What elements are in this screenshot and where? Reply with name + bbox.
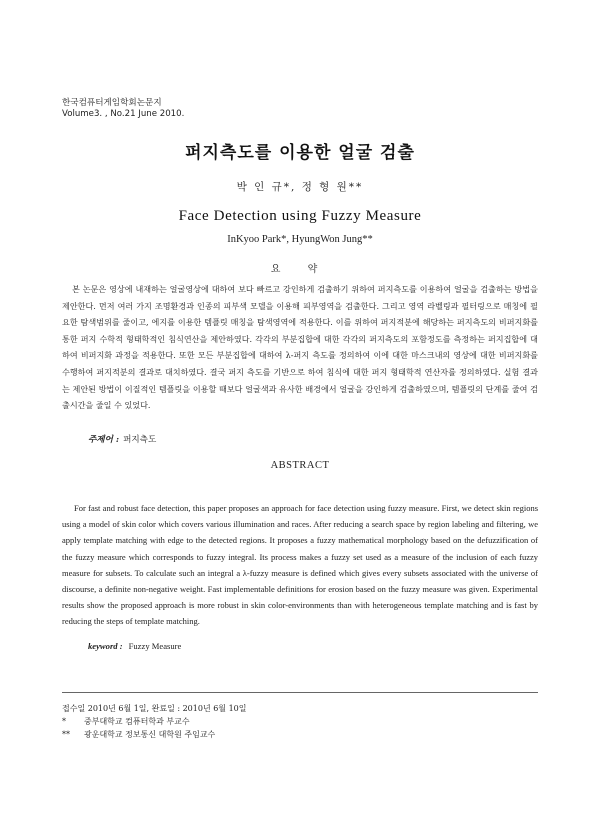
abstract-english-heading: ABSTRACT [270, 460, 330, 471]
journal-volume: Volume3. , No.21 June 2010. [62, 109, 185, 119]
keywords-english-label: keyword : [88, 641, 123, 651]
abstract-english [62, 500, 538, 630]
keywords-korean-label: 주제어 : [88, 435, 120, 445]
footnote-divider [62, 692, 538, 693]
journal-name: 한국컴퓨터게임학회논문지 [62, 98, 162, 108]
keywords-korean-value: 퍼지측도 [123, 435, 157, 445]
abstract-korean [62, 281, 538, 414]
footnote-1-mark: * [62, 717, 66, 726]
received-date: 접수일 2010년 6월 1일, 완료일 : 2010년 6월 10일 [62, 704, 247, 713]
footnote-2-text: 광운대학교 정보통신 대학원 주임교수 [84, 730, 216, 739]
keywords-english-value: Fuzzy Measure [128, 641, 182, 651]
abstract-english-text: For fast and robust face detection, this paper proposes an approach for face detection using fuzzy measure. First, we detect skin regions using a model of skin color which covers various illumination and races. After reducing a search space by region labeling and filtering, we apply template matching with edge to the detected regions. It proposes a fuzzy mathematical morphology based on the defuzzification of the fuzzy measure which corresponds to fuzzy integral. Its process makes a fuzzy set used as a measure of the inclusion of each fuzzy measure for subsets. To calculate such an integral a λ-fuzzy measure is defined which gives every subsets associated with the universe of discourse, a definite non-negative weight. Fast implementable definitions for erosion based on the fuzzy measure was given. Experimental results show the proposed approach is more robust in skin color-environments than with heterogeneous template matching and is fast by reducing the steps of template matching. [62, 503, 538, 627]
footnote-1-text: 중부대학교 컴퓨터학과 부교수 [84, 717, 190, 726]
footnote-2-mark: ** [62, 730, 70, 739]
footnotes [62, 702, 247, 741]
keywords-korean [88, 433, 156, 445]
abstract-korean-text: 본 논문은 영상에 내재하는 얼굴영상에 대하여 보다 빠르고 강인하게 검출하기 위하여 퍼지측도를 이용하여 얼굴을 검출하는 방법을 제안한다. 먼저 여러 가지 조명환경과 인종의 피부색 모델을 이용해 피부영역을 검출한다. 그리고 영역 라벨링과 필터링으로 매칭에 필요한 탐색범위를 줄이고, 에지를 이용한 템플릿 매칭을 탐색영역에 적용한다. 이를 위하여 퍼지적분에 해당하는 퍼지측도의 비퍼지화를 통한 퍼지 수학적 형태학적인 침식연산을 제안하였다. 각각의 부분집합에 대한 각각의 퍼지측도의 포함정도를 측정하는 퍼지집합에 대하여 비퍼지화 과정을 적용한다. 또한 모든 부분집합에 대하여 λ-퍼지 측도를 정의하여 이에 대한 마스크내의 영상에 대한 비퍼지화를 수행하여 퍼지적분의 결과로 대치하였다. 결국 퍼지 측도를 기반으로 하여 침식에 대한 퍼지 형태학적 연산자를 정의하였다. 실험 결과는 제안된 방법이 이질적인 템플릿을 이용할 때보다 얼굴색과 유사한 배경에서 얼굴을 강인하게 검출하였으며, 템플릿의 단계를 줄여 검출시간을 줄일 수 있었다. [62, 284, 538, 411]
authors-english: InKyoo Park*, HyungWon Jung** [227, 234, 373, 245]
paper-title-korean: 퍼지측도를 이용한 얼굴 검출 [185, 143, 415, 163]
authors-korean: 박 인 규*, 정 형 원** [236, 181, 364, 193]
footnote-2 [62, 728, 247, 741]
paper-title-english: Face Detection using Fuzzy Measure [178, 208, 422, 224]
footnote-1 [62, 715, 247, 728]
abstract-korean-heading: 요 약 [270, 264, 330, 275]
keywords-english [88, 641, 181, 651]
journal-header [62, 98, 184, 120]
